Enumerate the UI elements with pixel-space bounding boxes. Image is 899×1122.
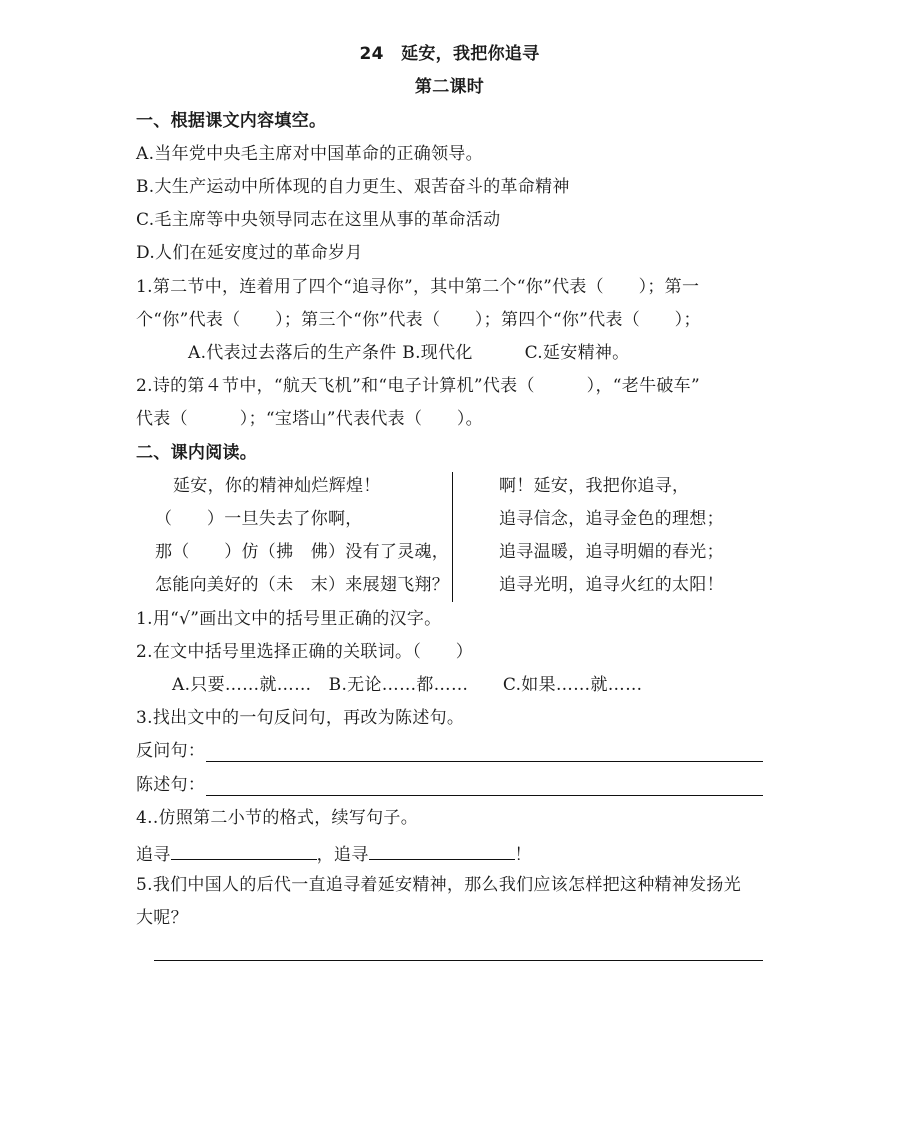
poem-right-line: 啊！延安，我把你追寻， — [499, 476, 690, 496]
continuation-blank-2[interactable] — [369, 841, 515, 860]
poem-column-divider — [452, 472, 453, 602]
question2-line1: 2.诗的第４节中，“航天飞机”和“电子计算机”代表（ ），“老牛破车” — [136, 376, 700, 396]
declarative-sentence-answer-line[interactable] — [206, 795, 763, 796]
option-a: A.当年党中央毛主席对中国革命的正确领导。 — [136, 144, 483, 164]
poem-right-line: 追寻光明，追寻火红的太阳！ — [499, 575, 724, 595]
page-subtitle: 第二课时 — [414, 77, 485, 97]
reading-question5-line2: 大呢？ — [136, 908, 188, 928]
continuation-prefix: 追寻 — [136, 845, 171, 865]
option-c: C.毛主席等中央领导同志在这里从事的革命活动 — [136, 210, 501, 230]
section2-heading: 二、课内阅读。 — [136, 443, 258, 463]
continuation-blank-1[interactable] — [171, 841, 317, 860]
reading-question2: 2.在文中括号里选择正确的关联词。（ ） — [136, 642, 474, 662]
question2-line2: 代表（ ）；“宝塔山”代表代表（ ）。 — [136, 409, 483, 429]
poem-right-line: 追寻信念，追寻金色的理想； — [499, 509, 724, 529]
reading-question3: 3.找出文中的一句反问句，再改为陈述句。 — [136, 708, 465, 728]
question1-choices: A.代表过去落后的生产条件 B.现代化 C.延安精神。 — [188, 343, 630, 363]
rhetorical-question-answer-line[interactable] — [206, 761, 763, 762]
reading-question2-choices: A.只要……就…… B.无论……都…… C.如果……就…… — [172, 675, 643, 695]
declarative-sentence-label: 陈述句： — [136, 775, 206, 795]
poem-left-line: 怎能向美好的（未 末）来展翅飞翔？ — [155, 575, 450, 595]
continuation-end: ！ — [514, 845, 532, 865]
poem-left-line: （ ）一旦失去了你啊， — [155, 509, 363, 529]
section1-heading: 一、根据课文内容填空。 — [136, 111, 327, 131]
continuation-sentence — [136, 841, 532, 866]
question1-line1: 1.第二节中，连着用了四个“追寻你”，其中第二个“你”代表（ ）；第一 — [136, 277, 700, 297]
poem-right-line: 追寻温暖，追寻明媚的春光； — [499, 542, 724, 562]
continuation-mid: ，追寻 — [316, 845, 369, 865]
question1-line2: 个“你”代表（ ）；第三个“你”代表（ ）；第四个“你”代表（ ）； — [136, 310, 701, 330]
reading-question4: 4..仿照第二小节的格式，续写句子。 — [136, 808, 419, 828]
reading-question1: 1.用“√”画出文中的括号里正确的汉字。 — [136, 609, 442, 629]
poem-left-line: 那（ ）仿（拂 佛）没有了灵魂， — [155, 542, 450, 562]
option-d: D.人们在延安度过的革命岁月 — [136, 243, 363, 263]
poem-left-line: 延安，你的精神灿烂辉煌！ — [173, 476, 381, 496]
option-b: B.大生产运动中所体现的自力更生、艰苦奋斗的革命精神 — [136, 177, 570, 197]
rhetorical-question-label: 反问句： — [136, 741, 206, 761]
question5-answer-line[interactable] — [154, 960, 763, 961]
reading-question5-line1: 5.我们中国人的后代一直追寻着延安精神，那么我们应该怎样把这种精神发扬光 — [136, 875, 742, 895]
page-title: 24 延安，我把你追寻 — [359, 44, 540, 64]
